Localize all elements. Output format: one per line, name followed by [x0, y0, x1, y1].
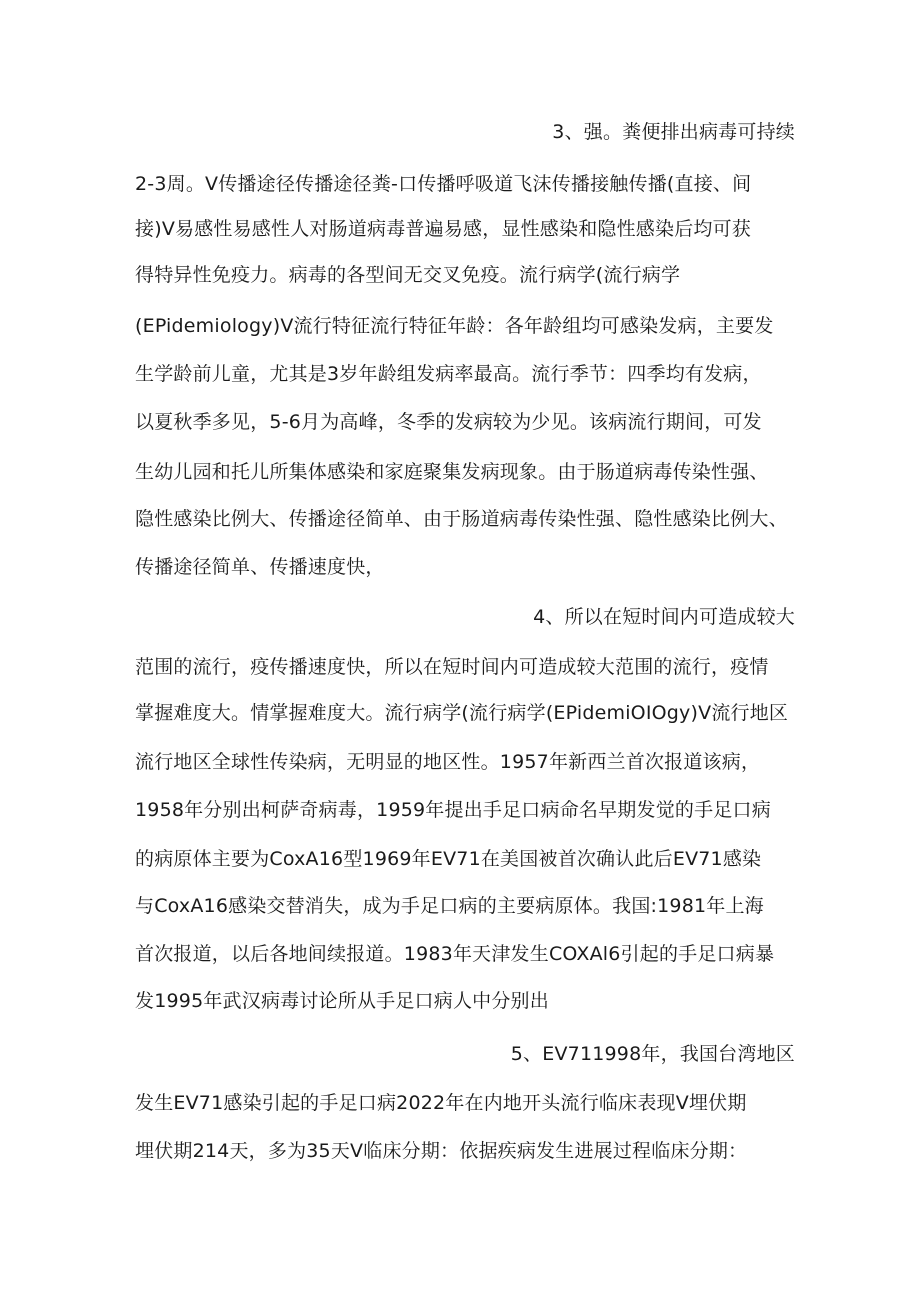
- paragraph-1-line-3: 得特异性免疫力。病毒的各型间无交叉免疫。流行病学(流行病学: [135, 264, 681, 286]
- paragraph-2-line-4: 1958年分别出柯萨奇病毒，1959年提出手足口病命名早期发觉的手足口病: [135, 799, 771, 821]
- paragraph-3-line-1: 发生EV71感染引起的手足口病2022年在内地开头流行临床表现V埋伏期: [135, 1092, 747, 1114]
- paragraph-2-line-7: 首次报道，以后各地间续报道。1983年天津发生COXAl6引起的手足口病暴: [135, 943, 775, 965]
- paragraph-3-lead: 5、EV711998年，我国台湾地区: [510, 1043, 795, 1065]
- paragraph-2-line-6: 与CoxA16感染交替消失，成为手足口病的主要病原体。我国:1981年上海: [135, 895, 764, 917]
- paragraph-1-line-4: (EPidemiology)V流行特征流行特征年龄：各年龄组均可感染发病，主要发: [135, 315, 774, 337]
- paragraph-2-line-1: 范围的流行，疫传播速度快，所以在短时间内可造成较大范围的流行，疫情: [135, 656, 769, 678]
- paragraph-2-line-5: 的病原体主要为CoxA16型1969年EV71在美国被首次确认此后EV71感染: [135, 848, 762, 870]
- paragraph-1-line-1: 2-3周。V传播途径传播途径粪-口传播呼吸道飞沫传播接触传播(直接、间: [135, 173, 752, 195]
- paragraph-1-line-2: 接)V易感性易感性人对肠道病毒普遍易感，显性感染和隐性感染后均可获: [135, 218, 752, 240]
- paragraph-1-line-5: 生学龄前儿童，尤其是3岁年龄组发病率最高。流行季节：四季均有发病，: [135, 363, 762, 385]
- paragraph-2-line-3: 流行地区全球性传染病，无明显的地区性。1957年新西兰首次报道该病，: [135, 751, 761, 773]
- paragraph-1-lead: 3、强。粪便排出病毒可持续: [552, 121, 795, 143]
- paragraph-2-lead: 4、所以在短时间内可造成较大: [533, 606, 795, 628]
- paragraph-1-line-7: 生幼儿园和托儿所集体感染和家庭聚集发病现象。由于肠道病毒传染性强、: [135, 461, 769, 483]
- paragraph-2-line-8: 发1995年武汉病毒讨论所从手足口病人中分别出: [135, 990, 549, 1012]
- paragraph-1-line-8: 隐性感染比例大、传播途径简单、由于肠道病毒传染性强、隐性感染比例大、: [135, 508, 788, 530]
- paragraph-3-line-2: 埋伏期214天，多为35天V临床分期：依据疾病发生进展过程临床分期：: [135, 1140, 748, 1162]
- paragraph-2-line-2: 掌握难度大。情掌握难度大。流行病学(流行病学(EPidemiOIOgy)V流行地区: [135, 702, 789, 724]
- paragraph-1-line-6: 以夏秋季多见，5-6月为高峰，冬季的发病较为少见。该病流行期间，可发: [135, 411, 762, 433]
- paragraph-1-line-9: 传播途径简单、传播速度快，: [135, 556, 385, 578]
